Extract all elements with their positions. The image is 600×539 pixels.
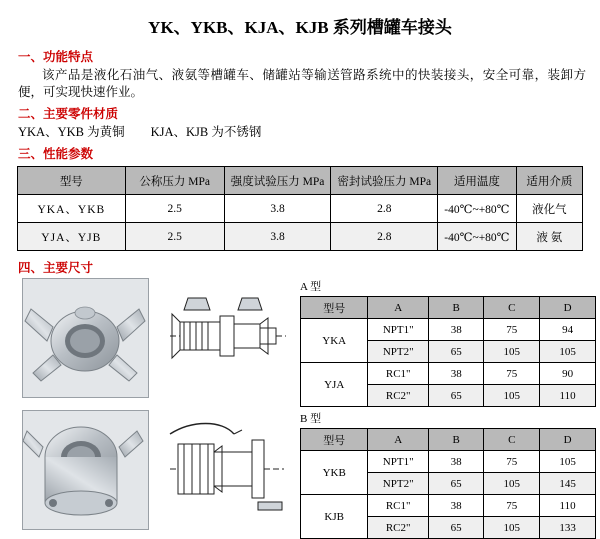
- dim-cell: 75: [484, 451, 540, 473]
- dim-cell-model: YJA: [301, 363, 368, 407]
- section-heading-dimensions: 四、主要尺寸: [18, 261, 94, 275]
- dim-cell: 75: [484, 363, 540, 385]
- dimension-section: [0, 278, 600, 534]
- dim-cell: NPT1": [368, 451, 429, 473]
- coupling-photo-a: [22, 278, 149, 398]
- page-title: YK、YKB、KJA、KJB 系列槽罐车接头: [148, 18, 452, 37]
- table-header-row: [301, 297, 596, 319]
- dim-cell: 75: [484, 495, 540, 517]
- dim-cell: 105: [484, 517, 540, 539]
- dimension-table-b-wrap: [300, 410, 596, 539]
- table-row: [301, 451, 596, 473]
- dim-cell: NPT2": [368, 341, 429, 363]
- dim-cell: NPT1": [368, 319, 429, 341]
- dim-cell-model: KJB: [301, 495, 368, 539]
- spec-col-temperature: 适用温度: [438, 167, 516, 195]
- dim-cell: NPT2": [368, 473, 429, 495]
- table-header-row: [18, 167, 583, 195]
- section-heading-features: 一、功能特点: [18, 50, 94, 64]
- dim-col-c: C: [484, 429, 540, 451]
- coupling-drawing-b: [162, 410, 292, 528]
- dim-col-c: C: [484, 297, 540, 319]
- dimension-row-b: [22, 410, 600, 534]
- dim-cell: 105: [484, 473, 540, 495]
- spec-cell: YKA、YKB: [18, 195, 126, 223]
- table-row: [301, 363, 596, 385]
- dim-cell: 105: [540, 451, 596, 473]
- section-heading-performance: 三、性能参数: [18, 147, 94, 161]
- table-row: [301, 319, 596, 341]
- spec-cell: -40℃~+80℃: [438, 223, 516, 251]
- dim-cell: 94: [540, 319, 596, 341]
- section-body-materials: [18, 124, 586, 141]
- performance-table: [17, 166, 583, 251]
- dim-cell: 110: [540, 385, 596, 407]
- material-left: YKA、YKB 为黄铜: [18, 125, 125, 139]
- dim-cell: RC1": [368, 363, 429, 385]
- table-row: [18, 223, 583, 251]
- dim-cell: 65: [429, 473, 484, 495]
- coupling-drawing-a: [162, 278, 292, 396]
- dim-cell: RC2": [368, 385, 429, 407]
- spec-cell: 3.8: [224, 195, 331, 223]
- dim-cell: 38: [429, 451, 484, 473]
- section-heading-materials: 二、主要零件材质: [18, 107, 119, 121]
- material-right: KJA、KJB 为不锈钢: [150, 125, 262, 139]
- dim-cell: 133: [540, 517, 596, 539]
- dim-cell: 105: [484, 341, 540, 363]
- spec-cell: 3.8: [224, 223, 331, 251]
- dim-cell: RC2": [368, 517, 429, 539]
- dimension-label-a: A 型: [300, 281, 322, 293]
- spec-col-strength-pressure: 强度试验压力 MPa: [224, 167, 331, 195]
- dim-cell: 90: [540, 363, 596, 385]
- dim-cell: 75: [484, 319, 540, 341]
- dim-cell-model: YKA: [301, 319, 368, 363]
- dim-col-b: B: [429, 429, 484, 451]
- dimension-table-a: [300, 296, 596, 407]
- spec-cell: 液化气: [516, 195, 582, 223]
- spec-col-seal-pressure: 密封试验压力 MPa: [331, 167, 438, 195]
- dim-cell: 65: [429, 341, 484, 363]
- dimension-label-b: B 型: [300, 413, 322, 425]
- dimension-row-a: [22, 278, 600, 402]
- dim-cell: 110: [540, 495, 596, 517]
- dim-cell: 65: [429, 385, 484, 407]
- spec-cell: 2.5: [125, 195, 224, 223]
- spec-col-nominal-pressure: 公称压力 MPa: [125, 167, 224, 195]
- dim-cell: 38: [429, 495, 484, 517]
- dim-col-d: D: [540, 297, 596, 319]
- table-row: [18, 195, 583, 223]
- dim-col-b: B: [429, 297, 484, 319]
- spec-cell: 2.8: [331, 195, 438, 223]
- dim-cell: 105: [484, 385, 540, 407]
- section-body-features: 该产品是液化石油气、液氨等槽罐车、储罐站等输送管路系统中的快装接头，安全可靠，装卸方便，可实现快速作业。: [18, 68, 586, 99]
- spec-cell: 2.8: [331, 223, 438, 251]
- dim-cell: 38: [429, 319, 484, 341]
- dim-col-d: D: [540, 429, 596, 451]
- dim-col-a: A: [368, 429, 429, 451]
- dim-cell-model: YKB: [301, 451, 368, 495]
- dim-cell: 105: [540, 341, 596, 363]
- spec-col-medium: 适用介质: [516, 167, 582, 195]
- table-header-row: [301, 429, 596, 451]
- dim-col-model: 型号: [301, 297, 368, 319]
- dim-cell: 38: [429, 363, 484, 385]
- dim-cell: 65: [429, 517, 484, 539]
- coupling-photo-b: [22, 410, 149, 530]
- dimension-table-a-wrap: [300, 278, 596, 407]
- spec-cell: 液 氨: [516, 223, 582, 251]
- dim-cell: RC1": [368, 495, 429, 517]
- dim-col-a: A: [368, 297, 429, 319]
- spec-cell: YJA、YJB: [18, 223, 126, 251]
- spec-cell: -40℃~+80℃: [438, 195, 516, 223]
- table-row: [301, 495, 596, 517]
- dim-col-model: 型号: [301, 429, 368, 451]
- dimension-table-b: [300, 428, 596, 539]
- spec-cell: 2.5: [125, 223, 224, 251]
- dim-cell: 145: [540, 473, 596, 495]
- spec-col-model: 型号: [18, 167, 126, 195]
